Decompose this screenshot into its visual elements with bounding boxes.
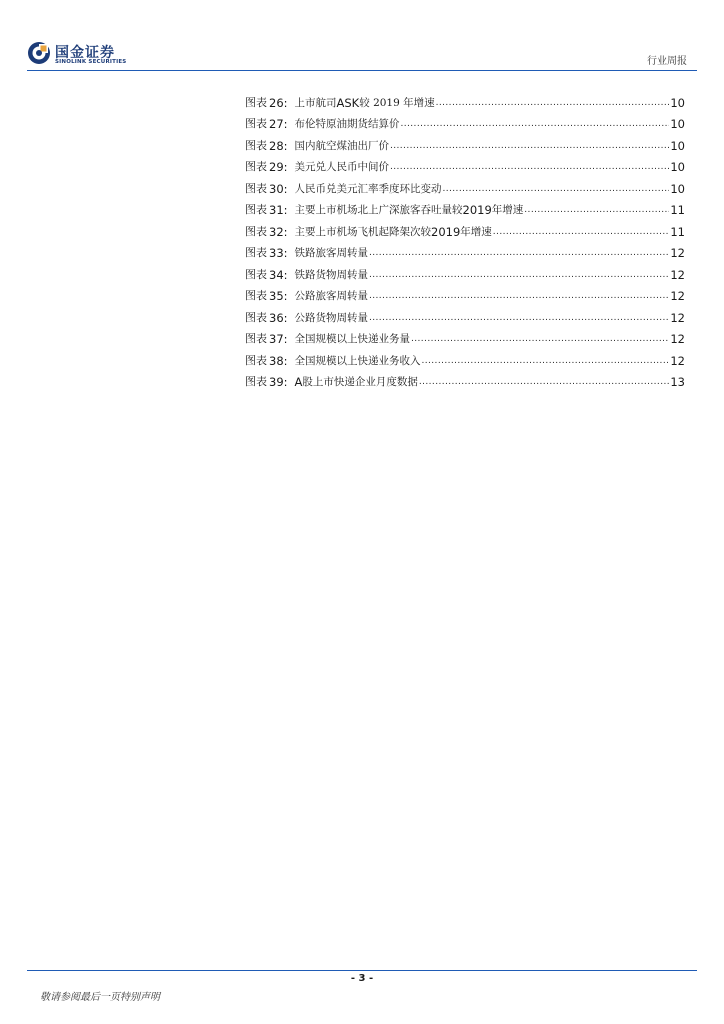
toc-entry-title-latin: 2019: [431, 224, 461, 239]
toc-entry-title: 公路旅客周转量: [294, 290, 369, 302]
toc-entry-label: 图表: [245, 224, 267, 238]
toc-leader-dots: [493, 227, 670, 237]
toc-entry-page: 10: [670, 160, 685, 174]
header-divider: [27, 70, 697, 71]
toc-entry[interactable]: [245, 174, 685, 196]
toc-entry[interactable]: [245, 110, 685, 132]
toc-entry-title: 公路货物周转量: [294, 311, 369, 324]
toc-entry-label: 图表: [245, 203, 267, 216]
toc-entry-title: 上市航司: [294, 96, 337, 109]
toc-entry-label: 图表: [245, 289, 267, 302]
toc-leader-dots: [369, 291, 669, 301]
logo-text-en: SINOLINK SECURITIES: [55, 59, 127, 65]
toc-entry-title: 美元兑人民币中间价: [294, 161, 390, 173]
toc-leader-dots: [411, 334, 669, 344]
disclaimer-text: 敬请参阅最后一页特别声明: [40, 992, 160, 1003]
toc-entry-number: 34:: [269, 267, 288, 282]
toc-entry-page: 12: [670, 246, 685, 260]
toc-entry-title-latin: 2019: [462, 203, 492, 217]
toc-entry[interactable]: [245, 260, 685, 282]
toc-entry-number: 36:: [269, 310, 288, 325]
toc-entry-title: 人民币兑美元汇率季度环比变动: [294, 182, 442, 195]
toc-entry[interactable]: [245, 325, 685, 347]
toc-leader-dots: [443, 184, 670, 194]
toc-leader-dots: [369, 248, 669, 258]
toc-entry-number: 29:: [269, 160, 288, 174]
toc-entry[interactable]: [245, 346, 685, 368]
toc-entry-page: 10: [670, 117, 685, 131]
toc-entry-label: 图表: [245, 117, 267, 130]
toc-entry-number: 37:: [269, 332, 288, 346]
toc-leader-dots: [390, 141, 669, 151]
toc-leader-dots: [369, 270, 669, 280]
toc-leader-dots: [369, 313, 669, 323]
company-logo: [27, 41, 157, 69]
footer-divider: [27, 970, 697, 971]
toc-entry-label: 图表: [245, 310, 267, 324]
toc-leader-dots: [436, 98, 670, 108]
toc-leader-dots: [524, 205, 669, 215]
toc-entry-number: 28:: [269, 138, 288, 153]
toc-entry-page: 12: [670, 310, 685, 325]
sinolink-logo-icon: [27, 41, 51, 65]
toc-entry-title: 主要上市机场北上广深旅客吞吐量较: [294, 204, 463, 216]
toc-entry[interactable]: [245, 239, 685, 261]
toc-entry-page: 12: [670, 332, 685, 346]
toc-entry-page: 12: [670, 289, 685, 303]
toc-entry-page: 10: [670, 181, 685, 196]
page-number: - 3 -: [350, 973, 374, 984]
toc-entry[interactable]: [245, 153, 685, 175]
table-of-figures: [245, 88, 685, 389]
toc-entry-title: 主要上市机场飞机起降架次较: [294, 225, 432, 238]
toc-entry-label: 图表: [245, 95, 267, 109]
toc-entry-number: 33:: [269, 246, 288, 260]
logo-text-cn: 国金证券: [55, 45, 115, 61]
toc-entry-label: 图表: [245, 138, 267, 152]
toc-entry-page: 10: [670, 138, 685, 153]
toc-entry-page: 11: [670, 224, 685, 239]
report-type-title: 行业周报: [647, 56, 687, 67]
toc-entry-page: 11: [670, 203, 685, 217]
toc-entry[interactable]: [245, 217, 685, 239]
toc-entry-title: 铁路旅客周转量: [294, 247, 369, 259]
toc-entry-number: 26:: [269, 95, 288, 110]
toc-leader-dots: [422, 356, 670, 366]
toc-entry-title: 国内航空煤油出厂价: [294, 139, 390, 152]
toc-entry-title: 全国规模以上快递业务量: [294, 333, 411, 345]
toc-entry-title-suffix: 年增速: [460, 225, 492, 238]
toc-entry-number: 32:: [269, 224, 288, 239]
toc-entry-label: 图表: [245, 353, 267, 367]
toc-entry[interactable]: [245, 282, 685, 304]
toc-entry-title-latin: A: [294, 375, 303, 389]
toc-leader-dots: [390, 162, 669, 172]
toc-entry-title-latin: ASK: [336, 95, 360, 110]
toc-leader-dots: [419, 377, 669, 387]
toc-entry-title: 铁路货物周转量: [294, 268, 369, 281]
toc-entry-number: 31:: [269, 203, 288, 217]
toc-entry-number: 30:: [269, 181, 288, 196]
toc-entry-number: 39:: [269, 375, 288, 389]
toc-entry-number: 27:: [269, 117, 288, 131]
toc-entry-title: 全国规模以上快递业务收入: [294, 354, 421, 367]
toc-entry[interactable]: [245, 131, 685, 153]
toc-entry-title-suffix: 年增速: [491, 204, 524, 216]
toc-entry-title: 布伦特原油期货结算价: [294, 118, 400, 130]
toc-entry[interactable]: [245, 88, 685, 110]
toc-entry-label: 图表: [245, 267, 267, 281]
toc-leader-dots: [401, 119, 670, 129]
toc-entry-title-suffix: 股上市快递企业月度数据: [302, 376, 418, 388]
toc-entry-label: 图表: [245, 246, 267, 259]
toc-entry-page: 13: [670, 375, 685, 389]
toc-entry-title-suffix: 较 2019 年增速: [359, 96, 435, 109]
toc-entry-page: 12: [670, 353, 685, 368]
toc-entry[interactable]: [245, 303, 685, 325]
toc-entry[interactable]: [245, 196, 685, 218]
toc-entry-number: 35:: [269, 289, 288, 303]
toc-entry[interactable]: [245, 368, 685, 390]
toc-entry-page: 10: [670, 95, 685, 110]
page-header: [0, 0, 724, 72]
toc-entry-label: 图表: [245, 332, 267, 345]
toc-entry-label: 图表: [245, 181, 267, 195]
toc-entry-label: 图表: [245, 375, 267, 388]
toc-entry-page: 12: [670, 267, 685, 282]
toc-entry-number: 38:: [269, 353, 288, 368]
toc-entry-label: 图表: [245, 160, 267, 173]
